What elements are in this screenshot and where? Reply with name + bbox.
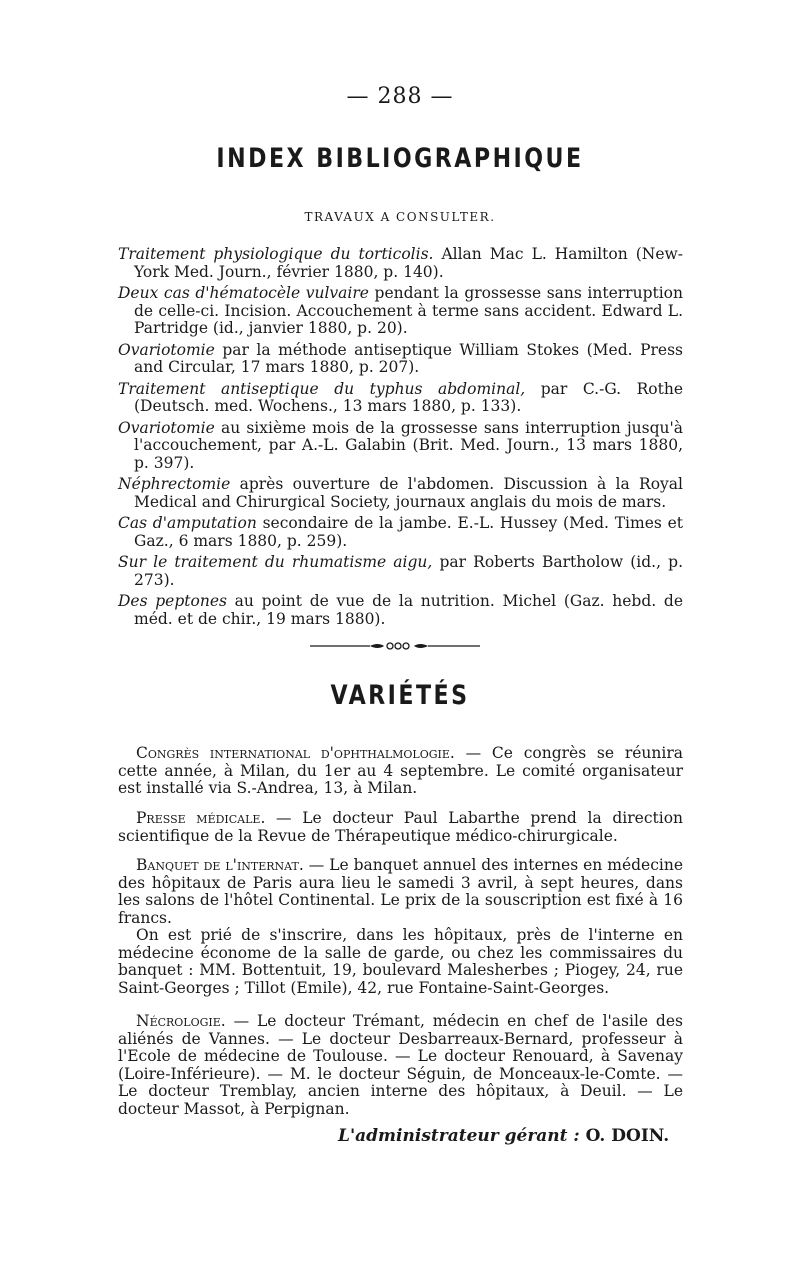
reference-item	[118, 381, 683, 416]
reference-item	[118, 285, 683, 338]
reference-body: par Roberts Bartholow (id., p. 273).	[134, 553, 683, 589]
news-text-continued: On est prié de s'inscrire, dans les hôpitaux, près de l'interne en médecine économe de la salle de garde, ou chez les commissaires du banquet : MM. Bottentuit, 19, boulevard Malesherbes ; Piogey, 24, rue Saint-Georges ; Tillot (Emile), 42, rue Fontaine-Saint-Georges.	[118, 926, 683, 997]
reference-body: secondaire de la jambe. E.-L. Hussey (Med. Times et Gaz., 6 mars 1880, p. 259).	[134, 514, 683, 550]
reference-item	[118, 420, 683, 473]
reference-title: Cas d'amputation	[118, 514, 257, 532]
news-item-presse	[118, 810, 683, 845]
reference-title: Traitement antiseptique du typhus abdominal,	[118, 379, 526, 398]
news-lead: Banquet de l'internat.	[136, 856, 304, 874]
news-text: — Le docteur Paul Labarthe prend la direction scientifique de la Revue de Thérapeutique médico-chirurgicale.	[118, 809, 684, 845]
news-item-congres	[118, 745, 683, 798]
news-text: — Ce congrès se réunira cette année, à Milan, du 1er au 4 septembre. Le comité organisateur est installé via S.-Andrea, 13, à Milan.	[118, 744, 683, 797]
signature-label: L'administrateur gérant :	[338, 1126, 580, 1146]
reference-body: après ouverture de l'abdomen. Discussion à la Royal Medical and Chirurgical Society, journaux anglais du mois de mars.	[134, 475, 683, 511]
varietes-title: VARIÉTÉS	[330, 680, 470, 711]
reference-item	[118, 342, 683, 377]
reference-item	[118, 515, 683, 550]
reference-list	[118, 246, 683, 632]
reference-title: Traitement physiologique du torticolis.	[118, 245, 434, 263]
reference-title: Deux cas d'hématocèle vulvaire	[118, 284, 369, 302]
news-lead: Nécrologie.	[136, 1012, 226, 1030]
reference-body: pendant la grossesse sans interruption de celle-ci. Incision. Accouchement à terme sans accident. Edward L. Partridge (id., janvier 1880, p. 20).	[134, 284, 683, 337]
reference-title: Des peptones	[118, 592, 227, 610]
reference-body: au sixième mois de la grossesse sans interruption jusqu'à l'accouchement, par A.-L. Galabin (Brit. Med. Journ., 13 mars 1880, p. 397).	[134, 418, 683, 472]
news-text: — Le docteur Trémant, médecin en chef de l'asile des aliénés de Vannes. — Le docteur Desbarreaux-Bernard, professeur à l'Ecole de médecine de Toulouse. — Le docteur Renouard, à Savenay (Loire-Inférieure). — M. le docteur Séguin, de Monceaux-le-Comte. — Le docteur Tremblay, ancien interne des hôpitaux, à Deuil. — Le docteur Massot, à Perpignan.	[118, 1012, 683, 1118]
index-subtitle: TRAVAUX A CONSULTER.	[304, 210, 496, 224]
reference-item	[118, 246, 683, 281]
page-number: — 288 —	[346, 84, 454, 109]
news-lead: Presse médicale.	[136, 809, 266, 827]
news-lead: Congrès international d'ophthalmologie.	[136, 744, 455, 762]
reference-item	[118, 476, 683, 511]
reference-item	[118, 554, 683, 589]
reference-title: Ovariotomie	[118, 418, 215, 437]
signature-name: O. DOIN.	[579, 1126, 670, 1146]
news-text: — Le banquet annuel des internes en médecine des hôpitaux de Paris aura lieu le samedi 3 avril, à sept heures, dans les salons de l'hôtel Continental. Le prix de la souscription est fixé à 16 francs.	[118, 856, 683, 927]
reference-title: Ovariotomie	[118, 340, 215, 359]
reference-item	[118, 593, 683, 628]
news-item-necrologie	[118, 1013, 683, 1118]
signature	[338, 1126, 669, 1146]
reference-title: Néphrectomie	[118, 475, 231, 493]
reference-body: par la méthode antiseptique William Stokes (Med. Press and Circular, 17 mars 1880, p. 207).	[134, 340, 683, 376]
reference-title: Sur le traitement du rhumatisme aigu,	[118, 553, 433, 571]
reference-body: au point de vue de la nutrition. Michel (Gaz. hebd. de méd. et de chir., 19 mars 1880).	[134, 592, 683, 628]
reference-body: par C.-G. Rothe (Deutsch. med. Wochens., 13 mars 1880, p. 133).	[134, 379, 683, 415]
reference-body: Allan Mac L. Hamilton (New-York Med. Journ., février 1880, p. 140).	[134, 245, 683, 281]
news-item-banquet	[118, 857, 683, 997]
divider-ornament	[310, 636, 480, 656]
index-title: INDEX BIBLIOGRAPHIQUE	[216, 143, 584, 174]
